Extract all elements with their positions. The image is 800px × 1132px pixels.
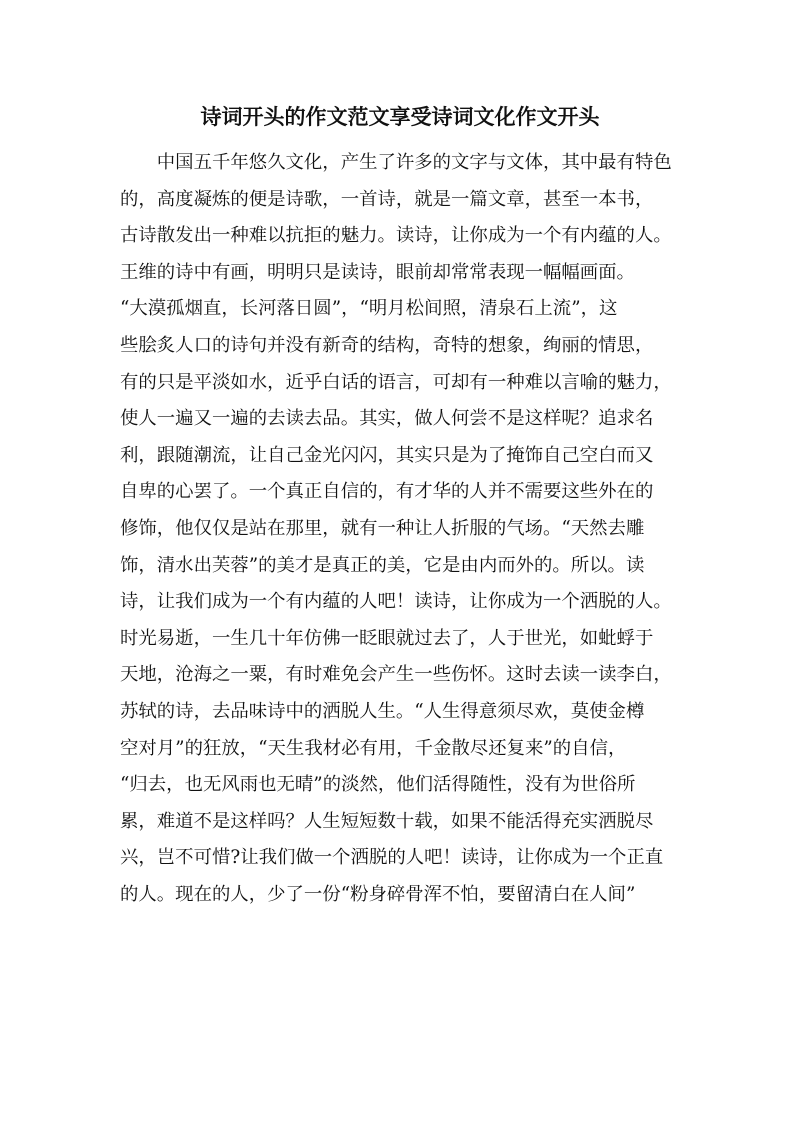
text-line: 利，跟随潮流，让自己金光闪闪，其实只是为了掩饰自己空白而又	[120, 444, 654, 466]
text-line: 累，难道不是这样吗？人生短短数十载，如果不能活得充实洒脱尽	[120, 810, 654, 832]
text-line: 空对月”的狂放，“天生我材必有用，千金散尽还复来”的自信，	[120, 737, 627, 759]
text-line: 中国五千年悠久文化，产生了许多的文字与文体，其中最有特色	[120, 152, 672, 173]
text-line: 些脍炙人口的诗句并没有新奇的结构，奇特的想象，绚丽的情思，	[120, 334, 654, 356]
text-line: 使人一遍又一遍的去读去品。其实，做人何尝不是这样呢？追求名	[120, 408, 654, 430]
text-line: 诗，让我们成为一个有内蕴的人吧！读诗，让你成为一个洒脱的人。	[120, 591, 672, 613]
text-line: 的，高度凝炼的便是诗歌，一首诗，就是一篇文章，甚至一本书，	[120, 188, 654, 210]
text-line: “归去，也无风雨也无晴”的淡然，他们活得随性，没有为世俗所	[120, 774, 636, 796]
text-line: “大漠孤烟直，长河落日圆”，“明月松间照，清泉石上流”，这	[120, 298, 618, 320]
text-line: 时光易逝，一生几十年仿佛一眨眼就过去了，人于世光，如蚍蜉于	[120, 627, 654, 649]
text-line: 苏轼的诗，去品味诗中的洒脱人生。“人生得意须尽欢，莫使金樽	[120, 700, 645, 722]
text-line: 兴，岂不可惜?让我们做一个洒脱的人吧！读诗，让你成为一个正直	[120, 847, 664, 869]
page-title: 诗词开头的作文范文享受诗词文化作文开头	[200, 104, 600, 129]
text-line: 天地，沧海之一粟，有时难免会产生一些伤怀。这时去读一读李白，	[120, 664, 672, 686]
body-text	[120, 145, 690, 913]
text-line: 的人。现在的人，少了一份“粉身碎骨浑不怕，要留清白在人间”	[120, 883, 636, 905]
text-line: 修饰，他仅仅是站在那里，就有一种让人折服的气场。“天然去雕	[120, 517, 645, 539]
text-line: 有的只是平淡如水，近乎白话的语言，可却有一种难以言喻的魅力，	[120, 371, 672, 393]
text-line: 王维的诗中有画，明明只是读诗，眼前却常常表现一幅幅画面。	[120, 261, 635, 283]
text-line: 古诗散发出一种难以抗拒的魅力。读诗，让你成为一个有内蕴的人。	[120, 225, 672, 247]
text-line: 自卑的心罢了。一个真正自信的，有才华的人并不需要这些外在的	[120, 481, 654, 503]
text-line: 饰，清水出芙蓉”的美才是真正的美，它是由内而外的。所以。读	[120, 554, 645, 576]
